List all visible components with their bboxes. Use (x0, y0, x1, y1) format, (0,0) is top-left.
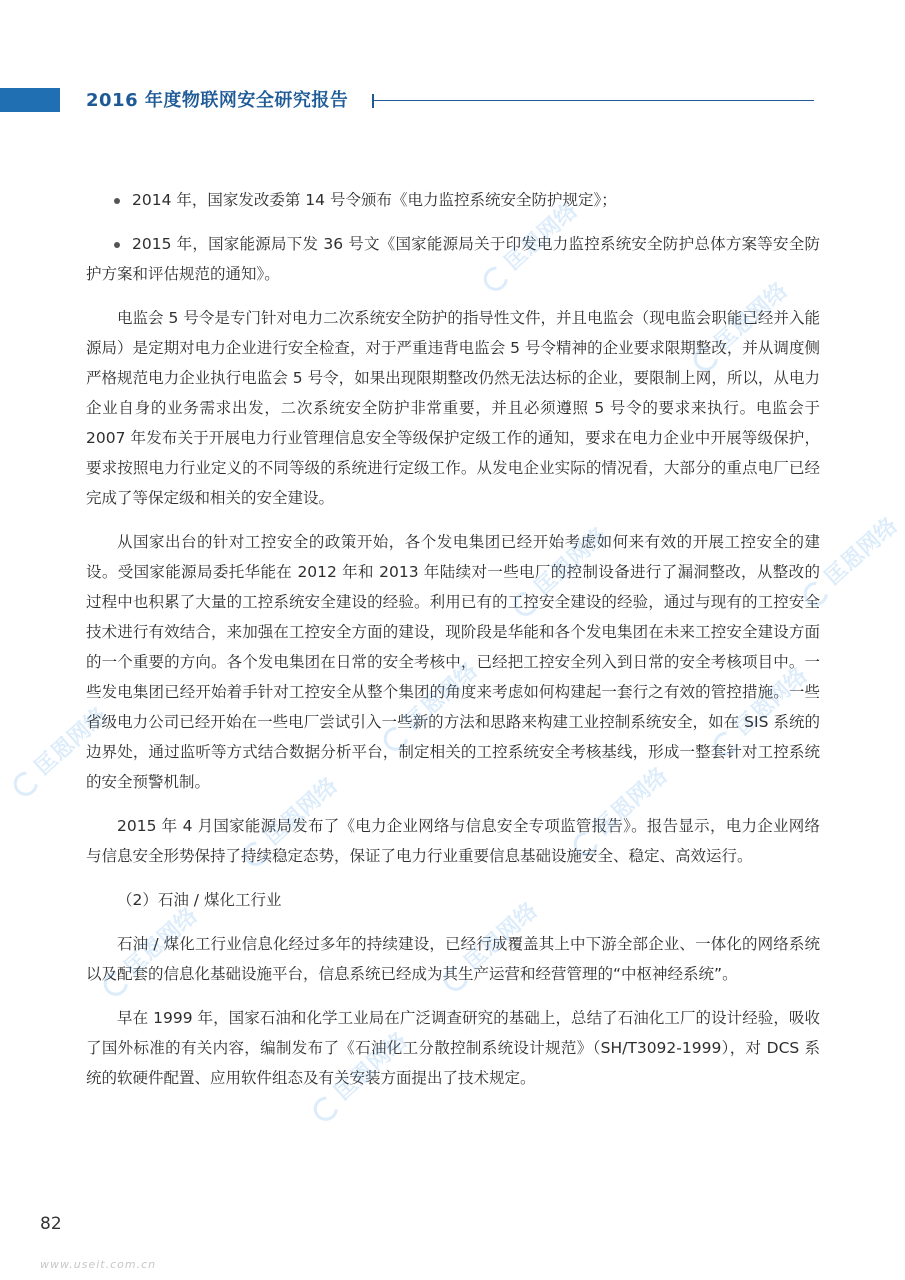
bullet-dot-icon (114, 242, 120, 248)
watermark: 匡恩网络 (565, 759, 673, 861)
header-accent-bar (0, 88, 60, 112)
bullet-item (86, 185, 820, 215)
watermark: 匡恩网络 (475, 194, 583, 296)
watermark: 匡恩网络 (305, 1024, 413, 1126)
watermark: 匡恩网络 (505, 519, 613, 621)
watermark: 匡恩网络 (95, 899, 203, 1001)
watermark: 匡恩网络 (705, 659, 813, 761)
watermark: 匡恩网络 (435, 894, 543, 996)
paragraph: 从国家出台的针对工控安全的政策开始，各个发电集团已经开始考虑如何来有效的开展工控安全的建设。受国家能源局委托华能在 2012 年和 2013 年陆续对一些电厂的控制设备进行了漏洞整改，从整改的过程中也积累了大量的工控系统安全建设的经验。利用已有的工控安全建设的经验，通过与现有的工控安全技术进行有效结合，来加强在工控安全方面的建设，现阶段是华能和各个发电集团在未来工控安全建设方面的一个重要的方向。各个发电集团在日常的安全考核中，已经把工控安全列入到日常的安全考核项目中。一些发电集团已经开始着手针对工控安全从整个集团的角度来考虑如何构建起一套行之有效的管控措施。一些省级电力公司已经开始在一些电厂尝试引入一些新的方法和思路来构建工业控制系统安全，如在 SIS 系统的边界处，通过监听等方式结合数据分析平台，制定相关的工控系统安全考核基线，形成一整套针对工控系统的安全预警机制。 (86, 533, 820, 791)
paragraph: 2015 年 4 月国家能源局发布了《电力企业网络与信息安全专项监管报告》。报告显示，电力企业网络与信息安全形势保持了持续稳定态势，保证了电力行业重要信息基础设施安全、稳定、高效运行。 (86, 817, 820, 865)
page-number: 82 (40, 1214, 62, 1234)
watermark: 匡恩网络 (375, 654, 483, 756)
watermark: 匡恩网络 (685, 274, 793, 376)
watermark: 匡恩网络 (795, 509, 903, 611)
watermark: 匡恩网络 (235, 769, 343, 871)
bullet-text: 2014 年，国家发改委第 14 号令颁布《电力监控系统安全防护规定》； (132, 191, 617, 209)
header-rule (374, 100, 814, 101)
report-title: 2016 年度物联网安全研究报告 (86, 90, 349, 111)
watermark: 匡恩网络 (5, 699, 113, 801)
page-content (86, 185, 820, 1107)
section-subheading: （2）石油 / 煤化工行业 (117, 891, 282, 909)
paragraph: 早在 1999 年，国家石油和化学工业局在广泛调查研究的基础上，总结了石油化工厂的设计经验，吸收了国外标准的有关内容，编制发布了《石油化工分散控制系统设计规范》（SH/T3092-1999），对 DCS 系统的软硬件配置、应用软件组态及有关安装方面提出了技术规定。 (86, 1009, 820, 1087)
paragraph: 电监会 5 号令是专门针对电力二次系统安全防护的指导性文件，并且电监会（现电监会职能已经并入能源局）是定期对电力企业进行安全检查，对于严重违背电监会 5 号令精神的企业要求限期整改，并从调度侧严格规范电力企业执行电监会 5 号令，如果出现限期整改仍然无法达标的企业，要限制上网，所以，从电力企业自身的业务需求出发，二次系统安全防护非常重要，并且必须遵照 5 号令的要求来执行。电监会于 2007 年发布关于开展电力行业管理信息安全等级保护定级工作的通知，要求在电力企业中开展等级保护，要求按照电力行业定义的不同等级的系统进行定级工作。从发电企业实际的情况看，大部分的重点电厂已经完成了等保定级和相关的安全建设。 (86, 309, 820, 507)
header-rule-cap (372, 94, 374, 108)
kn-logo-icon (9, 767, 43, 801)
footer-url: www.useit.com.cn (40, 1258, 157, 1271)
paragraph: 石油 / 煤化工行业信息化经过多年的持续建设，已经行成覆盖其上中下游全部企业、一体化的网络系统以及配套的信息化基础设施平台，信息系统已经成为其生产运营和经营管理的“中枢神经系统”。 (86, 935, 820, 983)
bullet-dot-icon (114, 198, 120, 204)
bullet-text: 2015 年，国家能源局下发 36 号文《国家能源局关于印发电力监控系统安全防护总体方案等安全防护方案和评估规范的通知》。 (86, 235, 820, 283)
bullet-item (86, 229, 820, 289)
